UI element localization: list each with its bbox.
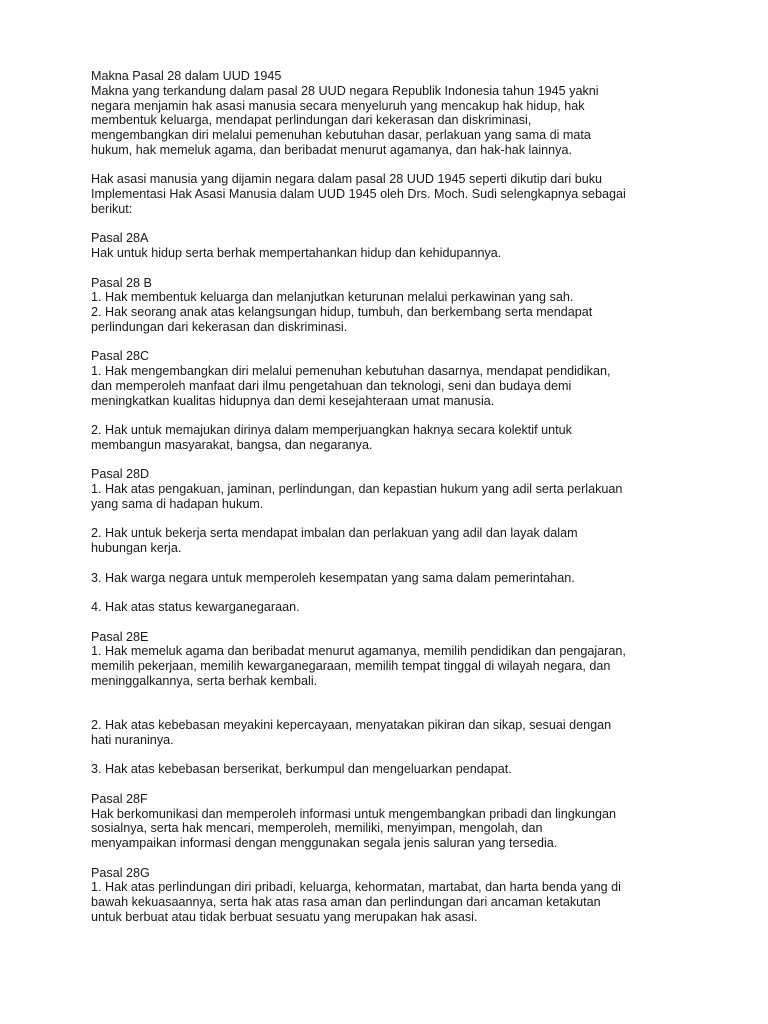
pasal-heading: Pasal 28 B [91,275,152,290]
text-line: 1. Hak memeluk agama dan beribadat menurut agamanya, memilih pendidikan dan pengajaran, [91,644,626,659]
text-line: Hak asasi manusia yang dijamin negara dalam pasal 28 UUD 1945 seperti dikutip dari buku [91,172,603,187]
text-line: sosialnya, serta hak mencari, memperoleh, memiliki, menyimpan, mengolah, dan [91,821,543,836]
text-line: yang sama di hadapan hukum. [91,496,264,511]
blank-line [91,851,691,866]
blank-line [91,408,691,423]
text-line: 2. Hak untuk memajukan dirinya dalam memperjuangkan haknya secara kolektif untuk [91,423,572,437]
text-line: 1. Hak membentuk keluarga dan melanjutkan keturunan melalui perkawinan yang sah. [91,290,574,305]
text-line: mengembangkan diri melalui pemenuhan kebutuhan dasar, perlakuan yang sama di mata [91,128,591,142]
text-line: untuk berbuat atau tidak berbuat sesuatu yang merupakan hak asasi. [91,909,478,924]
text-line: memilih pekerjaan, memilih kewarganegaraan, memilih tempat tinggal di wilayah negara, dan [91,659,611,673]
text-line: meningkatkan kualitas hidupnya dan demi kesejahteraan umat manusia. [91,393,495,408]
pasal-heading: Pasal 28F [91,791,148,806]
pasal-heading: Pasal 28D [91,467,150,482]
blank-line [91,261,691,276]
text-line: 2. Hak seorang anak atas kelangsungan hidup, tumbuh, dan berkembang serta mendapat [91,305,593,319]
document-title: Makna Pasal 28 dalam UUD 1945 [91,69,282,83]
pasal-heading: Pasal 28A [91,231,149,246]
text-line: 4. Hak atas status kewarganegaraan. [91,600,300,614]
text-line: berikut: [91,201,133,216]
text-line: bawah kekuasaannya, serta hak atas rasa aman dan perlindungan dari ancaman ketakutan [91,895,601,909]
document-page [91,69,691,925]
blank-line [91,158,691,173]
text-line: 1. Hak atas pengakuan, jaminan, perlindungan, dan kepastian hukum yang adil serta perlakuan [91,482,623,496]
text-line: hubungan kerja. [91,541,182,555]
pasal-heading: Pasal 28C [91,349,150,364]
text-line: Implementasi Hak Asasi Manusia dalam UUD 1945 oleh Drs. Moch. Sudi selengkapnya sebagai [91,187,626,201]
text-line: hukum, hak memeluk agama, dan beribadat menurut agamanya, dan hak-hak lainnya. [91,142,572,157]
text-line: dan memperoleh manfaat dari ilmu pengetahuan dan teknologi, seni dan budaya demi [91,378,572,393]
text-line: 2. Hak untuk bekerja serta mendapat imbalan dan perlakuan yang adil dan layak dalam [91,526,578,541]
text-line: hati nuraninya. [91,732,174,747]
text-line: 1. Hak mengembangkan diri melalui pemenuhan kebutuhan dasarnya, mendapat pendidikan, [91,364,611,378]
text-line: meninggalkannya, serta berhak kembali. [91,673,318,688]
pasal-heading: Pasal 28E [91,629,149,644]
blank-line [91,453,691,468]
blank-line [91,512,691,527]
text-line: negara menjamin hak asasi manusia secara menyeluruh yang mencakup hak hidup, hak [91,98,585,113]
text-line: membangun masyarakat, bangsa, dan negaranya. [91,437,373,452]
blank-line [91,335,691,350]
text-line: 3. Hak warga negara untuk memperoleh kesempatan yang sama dalam pemerintahan. [91,570,575,585]
blank-line [91,615,691,630]
blank-line [91,217,691,232]
text-line: menyampaikan informasi dengan menggunakan segala jenis saluran yang tersedia. [91,836,558,850]
blank-line [91,556,691,571]
blank-line [91,585,691,600]
text-line: 2. Hak atas kebebasan meyakini kepercayaan, menyatakan pikiran dan sikap, sesuai dengan [91,718,612,732]
blank-line [91,689,691,704]
blank-line [91,703,691,718]
pasal-heading: Pasal 28G [91,865,150,880]
text-line: Hak untuk hidup serta berhak mempertahankan hidup dan kehidupannya. [91,246,502,260]
text-line: Hak berkomunikasi dan memperoleh informasi untuk mengembangkan pribadi dan lingkungan [91,806,617,821]
text-line: 1. Hak atas perlindungan diri pribadi, keluarga, kehormatan, martabat, dan harta benda yang di [91,880,621,895]
text-line: perlindungan dari kekerasan dan diskriminasi. [91,319,348,334]
text-line: 3. Hak atas kebebasan berserikat, berkumpul dan mengeluarkan pendapat. [91,762,512,777]
text-line: Makna yang terkandung dalam pasal 28 UUD negara Republik Indonesia tahun 1945 yakni [91,83,599,98]
blank-line [91,748,691,763]
blank-line [91,777,691,792]
text-line: membentuk keluarga, mendapat perlindungan dari kekerasan dan diskriminasi, [91,113,532,128]
